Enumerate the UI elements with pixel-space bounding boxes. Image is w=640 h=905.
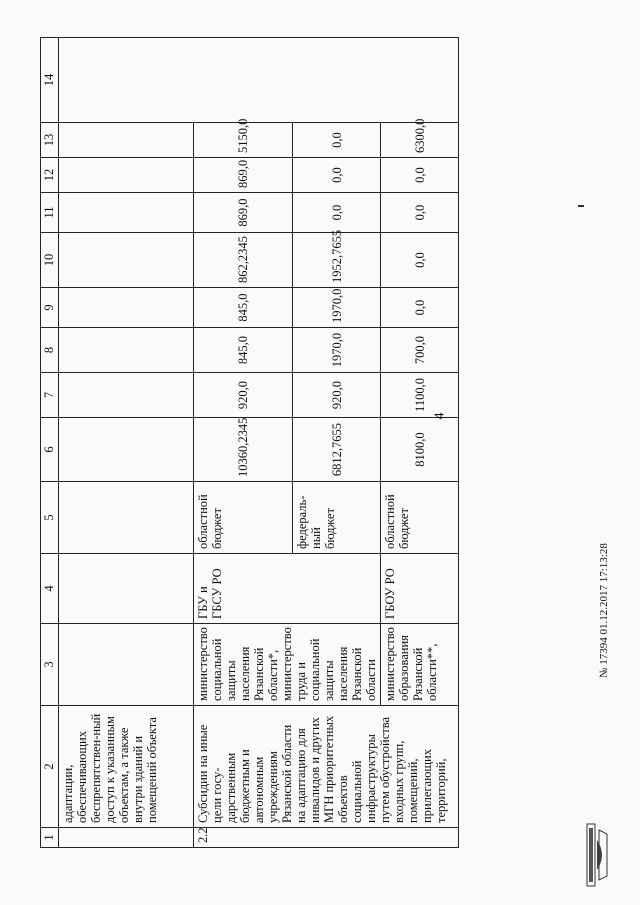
value-cell: 845,0 [194, 328, 293, 373]
value-cell: 920,0 [293, 373, 381, 418]
header-cell: 4 [41, 554, 59, 624]
table-row [59, 38, 194, 848]
header-cell: 5 [41, 482, 59, 554]
table-cell [59, 233, 194, 288]
table-cell [59, 624, 194, 706]
table-cell [59, 288, 194, 328]
value-cell: 0,0 [293, 123, 381, 158]
row2-description: Субсидии на иные цели госу-дарственным бюджетным и автономным учреждениям Рязанской области на адаптацию для инвалидов и других МГН приоритетных объектов социальной инфраструктуры путем обустройства входных групп, помещений, прилегающих территорий, [194, 706, 459, 828]
value-cell: 6300,0 [381, 123, 459, 158]
table-cell [59, 482, 194, 554]
page-number: 4 [432, 412, 448, 420]
value-cell: 0,0 [381, 193, 459, 233]
value-cell: 5150,0 [194, 123, 293, 158]
value-cell: 1100,0 [381, 373, 459, 418]
table-cell [59, 328, 194, 373]
header-cell: 9 [41, 288, 59, 328]
table-row [194, 38, 293, 848]
responsible-ministry: министерство образования Рязанской области**, [381, 624, 459, 706]
value-cell: 920,0 [194, 373, 293, 418]
table-cell [59, 193, 194, 233]
header-cell: 13 [41, 123, 59, 158]
table-cell [59, 123, 194, 158]
budget-table [40, 37, 459, 848]
scan-mark [578, 205, 584, 207]
table-cell [59, 828, 194, 848]
col14-cell [59, 38, 459, 123]
table-cell [59, 554, 194, 624]
value-cell: 0,0 [381, 158, 459, 193]
value-cell: 869,0 [194, 158, 293, 193]
header-cell: 1 [41, 828, 59, 848]
table-cell [59, 373, 194, 418]
value-cell: 862,2345 [194, 233, 293, 288]
value-cell: 10360,2345 [194, 418, 293, 482]
value-cell: 869,0 [194, 193, 293, 233]
budget-source: областной бюджет [194, 482, 293, 554]
value-cell: 0,0 [381, 233, 459, 288]
header-cell: 6 [41, 418, 59, 482]
value-cell: 1952,7655 [293, 233, 381, 288]
value-cell: 700,0 [381, 328, 459, 373]
value-cell: 6812,7655 [293, 418, 381, 482]
value-cell: 8100,0 [381, 418, 459, 482]
value-cell: 0,0 [381, 288, 459, 328]
recipient: ГБОУ РО [381, 554, 459, 624]
header-cell: 12 [41, 158, 59, 193]
row1-description: адаптации, обеспечивающих беспрепятствен-ный доступ к указанным объектам, а также внутри зданий и помещений объекта [59, 706, 194, 828]
emblem-icon [585, 820, 609, 890]
header-cell: 7 [41, 373, 59, 418]
header-cell: 8 [41, 328, 59, 373]
value-cell: 1970,0 [293, 328, 381, 373]
table-cell [59, 158, 194, 193]
responsible-ministry: министерство социальной защиты населения Рязанской области*, министерство труда и социальной защиты населения Рязанской области [194, 624, 381, 706]
value-cell: 1970,0 [293, 288, 381, 328]
header-cell: 10 [41, 233, 59, 288]
budget-source: областной бюджет [381, 482, 459, 554]
value-cell: 0,0 [293, 158, 381, 193]
header-cell: 3 [41, 624, 59, 706]
table-cell [59, 418, 194, 482]
value-cell: 0,0 [293, 193, 381, 233]
recipient: ГБУ и ГБСУ РО [194, 554, 381, 624]
registration-stamp: № 17394 01.12.2017 17:13:28 [598, 543, 610, 678]
value-cell: 845,0 [194, 288, 293, 328]
header-cell: 14 [41, 38, 59, 123]
header-row [41, 38, 59, 848]
row-number: 2.2 [194, 828, 459, 848]
header-cell: 2 [41, 706, 59, 828]
budget-source: федераль-ный бюджет [293, 482, 381, 554]
header-cell: 11 [41, 193, 59, 233]
